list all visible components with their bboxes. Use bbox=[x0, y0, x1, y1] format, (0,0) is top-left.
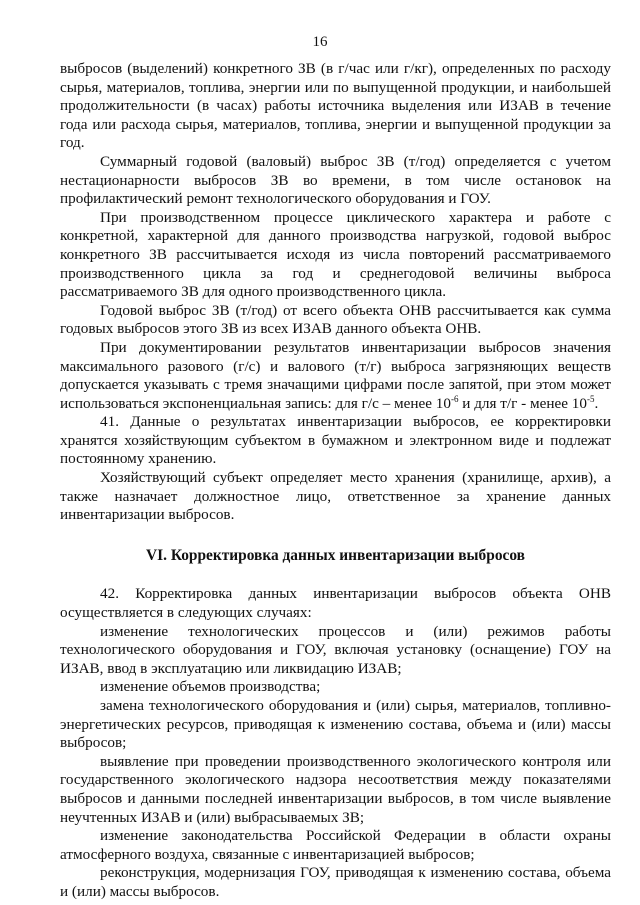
paragraph-42-intro: 42. Корректировка данных инвентаризации выбросов объекта ОНВ осуществляется в следующих случаях: bbox=[60, 585, 611, 622]
paragraph-41-storage: 41. Данные о результатах инвентаризации выбросов, ее корректировки хранятся хозяйствующим субъектом в бумажном и электронном виде и подлежат постоянному хранению. bbox=[60, 413, 611, 468]
paragraph-continuation: выбросов (выделений) конкретного ЗВ (в г/час или г/кг), определенных по расходу сырья, материалов, топлива, энергии или по выпущенной продукции, и наибольшей продолжительности (в часах) работы источника выделения или ИЗАВ в течение года или расхода сырья, материалов, топлива, энергии и выпущенной продукции за год. bbox=[60, 60, 611, 152]
document-body bbox=[60, 60, 611, 902]
exponent-tons-per-year: -5 bbox=[586, 393, 595, 404]
list-item-production-volume: изменение объемов производства; bbox=[100, 678, 321, 696]
exponent-grams-per-second: -6 bbox=[450, 393, 459, 404]
precision-text-start: При документировании результатов инвентаризации выбросов значения максимального разового (г/с) и валового (т/г) выброса загрязняющих веществ допускается указывать с тремя значащими цифрами после запятой, при этом может использоваться экспоненциальная запись: для г/с – менее 10 bbox=[60, 338, 611, 412]
list-item-legislation-change: изменение законодательства Российской Федерации в области охраны атмосферного воздуха, связанные с инвентаризацией выбросов; bbox=[60, 827, 611, 863]
paragraph-responsible-person: Хозяйствующий субъект определяет место хранения (хранилище, архив), а также назначает должностное лицо, ответственное за хранение данных инвентаризации выбросов. bbox=[60, 469, 611, 524]
section-heading: VI. Корректировка данных инвентаризации выбросов bbox=[146, 546, 525, 564]
paragraph-precision bbox=[60, 339, 611, 413]
list-item-reconstruction: реконструкция, модернизация ГОУ, приводящая к изменению состава, объема и (или) массы выбросов. bbox=[60, 864, 611, 900]
list-item-process-change: изменение технологических процессов и (или) режимов работы технологического оборудования и ГОУ, включая установку (оснащение) ГОУ на ИЗАВ, ввод в эксплуатацию или ликвидацию ИЗАВ; bbox=[60, 622, 611, 677]
list-item-equipment-replacement: замена технологического оборудования и (или) сырья, материалов, топливно-энергетических ресурсов, приводящая к изменению состава, объема и (или) массы выбросов; bbox=[60, 697, 611, 752]
page-number: 16 bbox=[312, 34, 328, 50]
list-item-control-mismatch: выявление при проведении производственного экологического контроля или государственного экологического надзора несоответствия между показателями выбросов и данными последней инвентаризации выбросов, в том числе выявление неучтенных ИЗАВ и (или) выбрасываемых ЗВ; bbox=[60, 752, 611, 826]
paragraph-total-annual-emission: Годовой выброс ЗВ (т/год) от всего объекта ОНВ рассчитывается как сумма годовых выбросов этого ЗВ из всех ИЗАВ данного объекта ОНВ. bbox=[60, 301, 611, 338]
paragraph-annual-emission: Суммарный годовой (валовый) выброс ЗВ (т/год) определяется с учетом нестационарности выбросов ЗВ во времени, в том числе остановок на профилактический ремонт технологического оборудования и ГОУ. bbox=[60, 152, 611, 208]
precision-text-end: . bbox=[594, 394, 599, 412]
precision-text-middle: и для т/г - менее 10 bbox=[458, 394, 587, 412]
paragraph-cyclic-process: При производственном процессе циклического характера и работе с конкретной, характерной для данного производства нагрузкой, годовой выброс конкретного ЗВ рассчитывается исходя из числа повторений рассматриваемого производственного цикла за год и среднегодовой величины выброса рассматриваемого ЗВ для одного производственного цикла. bbox=[60, 208, 611, 301]
